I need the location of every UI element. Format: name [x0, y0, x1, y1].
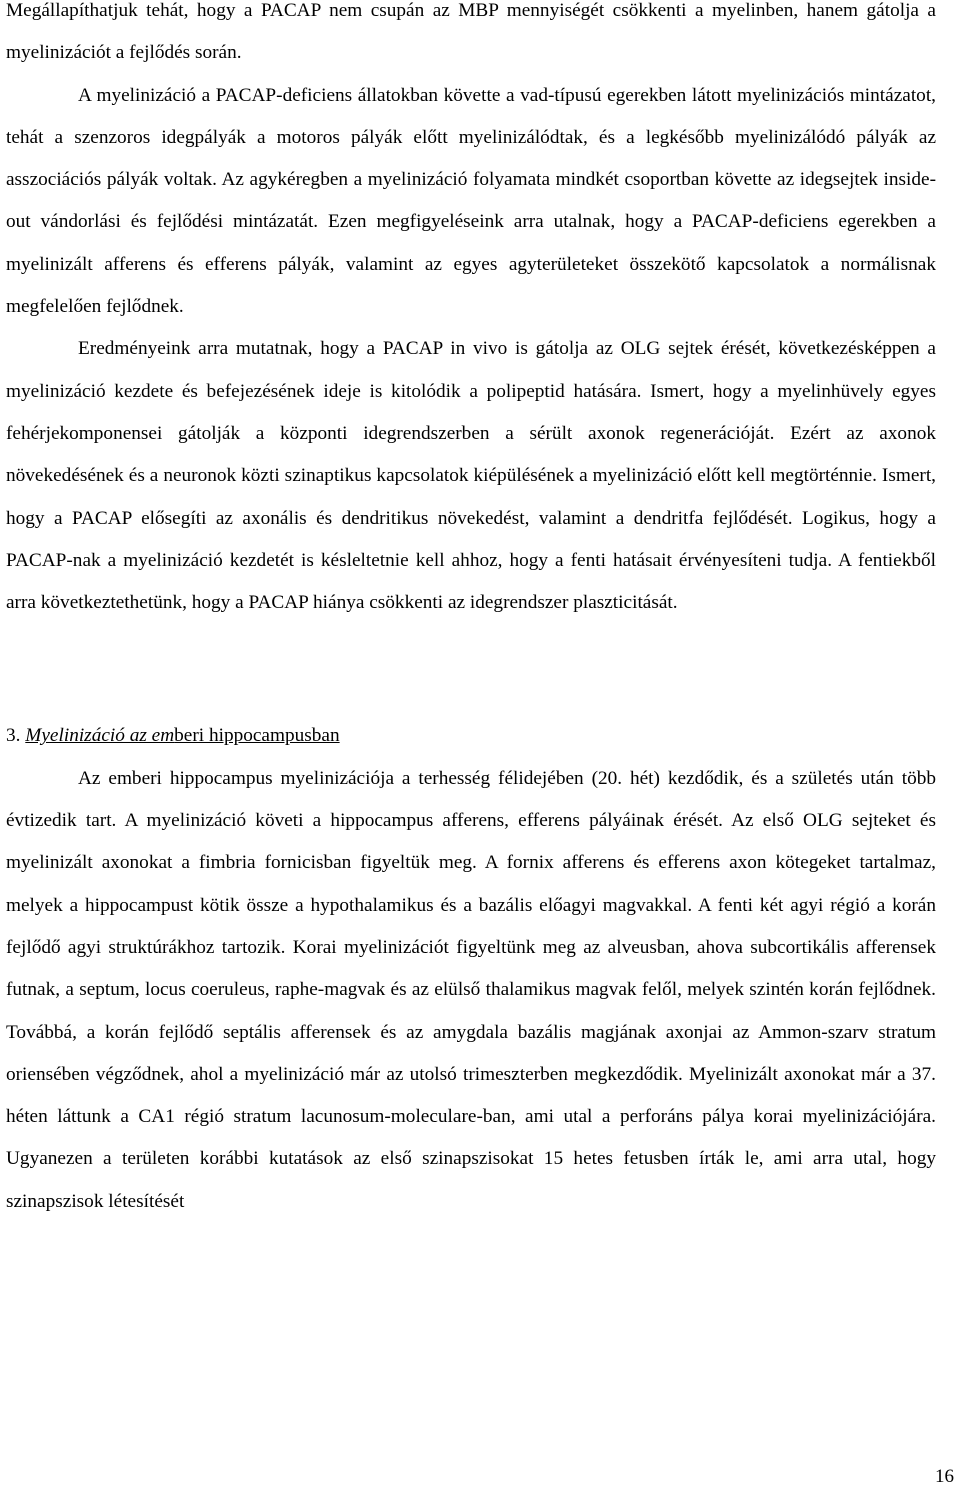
section-title-rest: beri hippocampusban: [174, 725, 340, 747]
body-paragraph: A myelinizáció a PACAP-deficiens állatokban követte a vad-típusú egerekben látott myelinizációs mintázatot, tehát a szenzoros idegpályák a motoros pályák előtt myelinizálódtak, és a legkésőbb myelinizálódó pályák az asszociációs pályák voltak. Az agykéregben a myelinizáció folyamata mindkét csoportban követte az idegsejtek inside-out vándorlási és fejlődési mintázatát. Ezen megfigyeléseink arra utalnak, hogy a PACAP-deficiens egerekben a myelinizált afferens és efferens pályák, valamint az egyes agyterületeket összekötő kapcsolatok a normálisnak megfelelően fejlődnek.: [6, 84, 936, 318]
document-page: [6, 0, 936, 1223]
body-paragraph: Megállapíthatjuk tehát, hogy a PACAP nem csupán az MBP mennyiségét csökkenti a myelinben, hanem gátolja a myelinizációt a fejlődés során.: [6, 0, 936, 64]
section-title: [25, 725, 339, 746]
section-spacer: [6, 624, 936, 715]
page-number: 16: [935, 1466, 954, 1487]
section-number: 3.: [6, 725, 21, 747]
body-paragraph: Eredményeink arra mutatnak, hogy a PACAP in vivo is gátolja az OLG sejtek érését, következésképpen a myelinizáció kezdete és befejezésének ideje is kitolódik a polipeptid hatására. Ismert, hogy a myelinhüvely egyes fehérjekomponensei gátolják a központi idegrendszerben a sérült axonok regenerációját. Ezért az axonok növekedésének és a neuronok közti szinaptikus kapcsolatok kiépülésének a myelinizáció előtt kell megtörténnie. Ismert, hogy a PACAP elősegíti az axonális és dendritikus növekedést, valamint a dendritfa fejlődését. Logikus, hogy a PACAP-nak a myelinizáció kezdetét is késleltetnie kell ahhoz, hogy a fenti hatásait érvényesíteni tudja. A fentiekből arra következtethetünk, hogy a PACAP hiánya csökkenti az idegrendszer plaszticitását.: [6, 338, 936, 614]
body-paragraph: Az emberi hippocampus myelinizációja a terhesség félidejében (20. hét) kezdődik, és a születés után több évtizedik tart. A myelinizáció követi a hippocampus afferens, efferens pályáinak érését. Az első OLG sejteket és myelinizált axonokat a fimbria fornicisban figyeltük meg. A fornix afferens és efferens axon kötegeket tartalmaz, melyek a hippocampust kötik össze a hypothalamikus és a bazális előagyi magvakkal. A fenti két agyi régió a korán fejlődő agyi struktúrákhoz tartozik. Korai myelinizációt figyeltünk meg az alveusban, ahova subcortikális afferensek futnak, a septum, locus coeruleus, raphe-magvak és az elülső thalamikus magvak felől, melyek szintén korán fejlődnek. Továbbá, a korán fejlődő septális afferensek és az amygdala bazális magjának axonjai az Ammon-szarv stratum oriensében végződnek, ahol a myelinizáció már az utolsó trimeszterben megkezdődik. Myelinizált axonokat már a 37. héten láttunk a CA1 régió stratum lacunosum-moleculare-ban, ami utal a perforáns pálya korai myelinizációjára. Ugyanezen a területen korábbi kutatások az első szinapszisokat 15 hetes fetusben írták le, ami arra utal, hogy szinapszisok létesítését: [6, 767, 936, 1212]
section-title-italic: Myelinizáció az em: [25, 725, 175, 747]
section-heading: [6, 715, 936, 757]
